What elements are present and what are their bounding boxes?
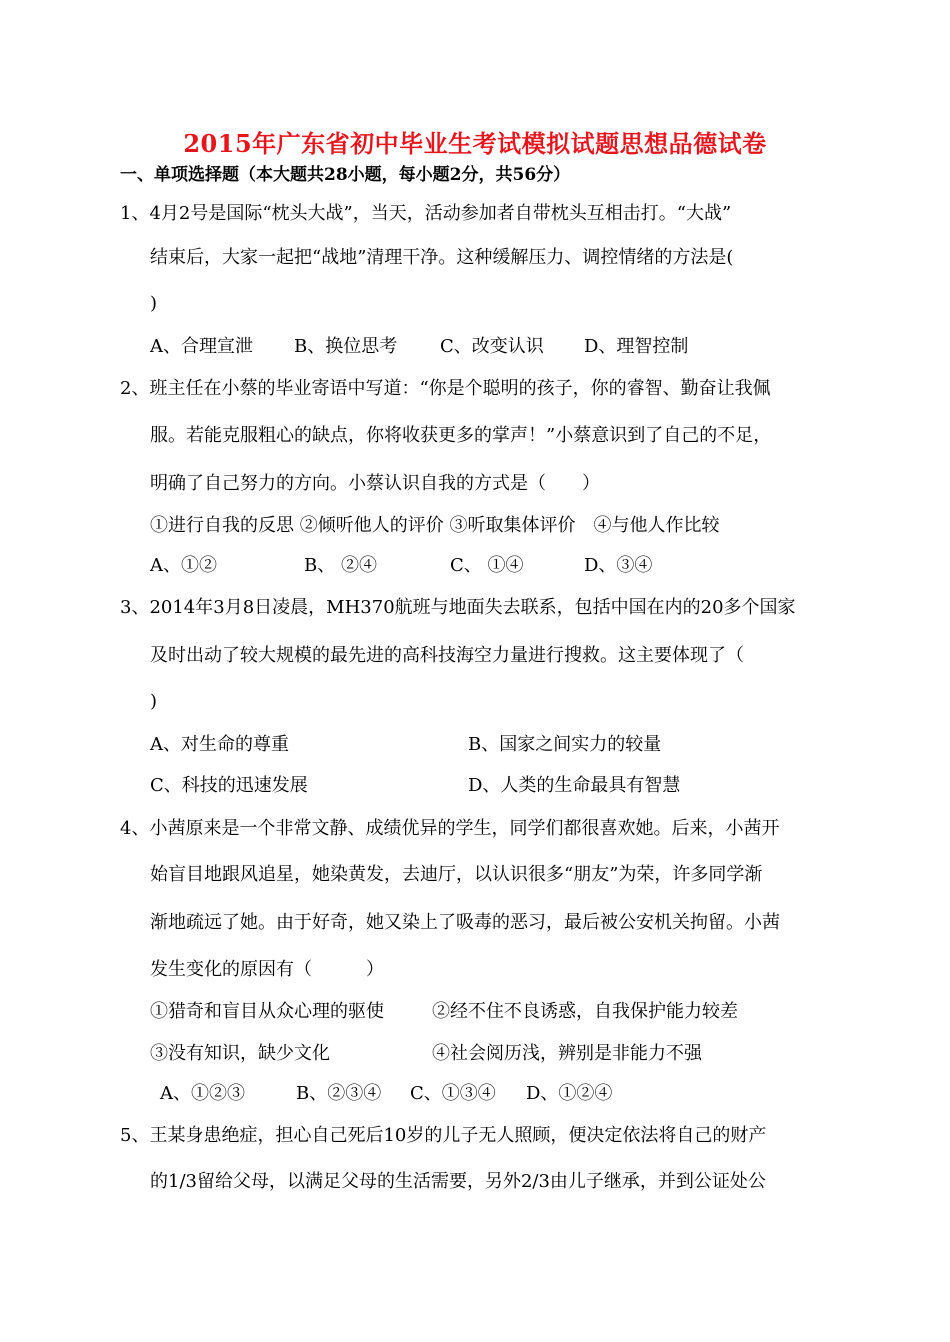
question-3-option-c: C、科技的迅速发展: [150, 775, 308, 796]
question-3-option-a: A、对生命的尊重: [150, 734, 289, 755]
question-2-option-d: D、③④: [584, 555, 653, 576]
question-2-option-a: A、①②: [150, 555, 217, 576]
question-1-option-a: A、合理宣泄: [150, 336, 253, 357]
question-1-option-c: C、改变认识: [440, 336, 544, 357]
question-4-statement-3: ③没有知识，缺少文化: [150, 1043, 330, 1064]
question-3-option-d: D、人类的生命最具有智慧: [468, 775, 681, 796]
question-2-line-1: 2、班主任在小蔡的毕业寄语中写道：“你是个聪明的孩子，你的睿智、勤奋让我佩: [120, 378, 771, 399]
section-heading: 一、单项选择题（本大题共28小题，每小题2分，共56分）: [120, 165, 571, 185]
question-1-line-1: 1、4月2号是国际“枕头大战”，当天，活动参加者自带枕头互相击打。“大战”: [120, 203, 732, 224]
question-1-line-2: 结束后，大家一起把“战地”清理干净。这种缓解压力、调控情绪的方法是(: [150, 247, 734, 268]
exam-title: 2015年广东省初中毕业生考试模拟试题思想品德试卷: [183, 129, 767, 158]
question-4-line-2: 始盲目地跟风追星，她染黄发，去迪厅，以认识很多“朋友”为荣，许多同学渐: [150, 864, 763, 885]
question-4-option-c: C、①③④: [410, 1083, 496, 1104]
question-2-statements: ①进行自我的反思 ②倾听他人的评价 ③听取集体评价 ④与他人作比较: [150, 515, 720, 536]
question-2-line-3: 明确了自己努力的方向。小蔡认识自我的方式是（ ）: [150, 473, 600, 494]
question-3-line-3: ): [150, 691, 158, 712]
question-1-line-3: ): [150, 293, 158, 314]
question-3-option-b: B、国家之间实力的较量: [468, 734, 662, 755]
question-4-option-a: A、①②③: [160, 1083, 245, 1104]
question-1-option-d: D、理智控制: [584, 336, 689, 357]
question-4-statement-4: ④社会阅历浅，辨别是非能力不强: [432, 1043, 702, 1064]
question-1-option-b: B、换位思考: [294, 336, 398, 357]
question-5-line-1: 5、王某身患绝症，担心自己死后10岁的儿子无人照顾，便决定依法将自己的财产: [120, 1125, 767, 1146]
question-4-line-3: 渐地疏远了她。由于好奇，她又染上了吸毒的恶习，最后被公安机关拘留。小茜: [150, 912, 780, 933]
question-4-line-4: 发生变化的原因有（ ）: [150, 959, 384, 980]
question-2-option-c: C、 ①④: [450, 555, 524, 576]
question-4-line-1: 4、小茜原来是一个非常文静、成绩优异的学生，同学们都很喜欢她。后来，小茜开: [120, 818, 780, 839]
question-5-line-2: 的1/3留给父母，以满足父母的生活需要，另外2/3由儿子继承，并到公证处公: [150, 1171, 766, 1192]
question-4-statement-1: ①猎奇和盲目从众心理的驱使: [150, 1001, 384, 1022]
question-4-option-b: B、②③④: [296, 1083, 382, 1104]
question-4-option-d: D、①②④: [526, 1083, 613, 1104]
question-2-line-2: 服。若能克服粗心的缺点，你将收获更多的掌声！”小蔡意识到了自己的不足，: [150, 425, 772, 446]
question-2-option-b: B、 ②④: [304, 555, 377, 576]
question-4-statement-2: ②经不住不良诱惑，自我保护能力较差: [432, 1001, 738, 1022]
question-3-line-1: 3、2014年3月8日凌晨，MH370航班与地面失去联系，包括中国在内的20多个国家: [120, 597, 796, 618]
question-3-line-2: 及时出动了较大规模的最先进的高科技海空力量进行搜救。这主要体现了（: [150, 645, 744, 666]
